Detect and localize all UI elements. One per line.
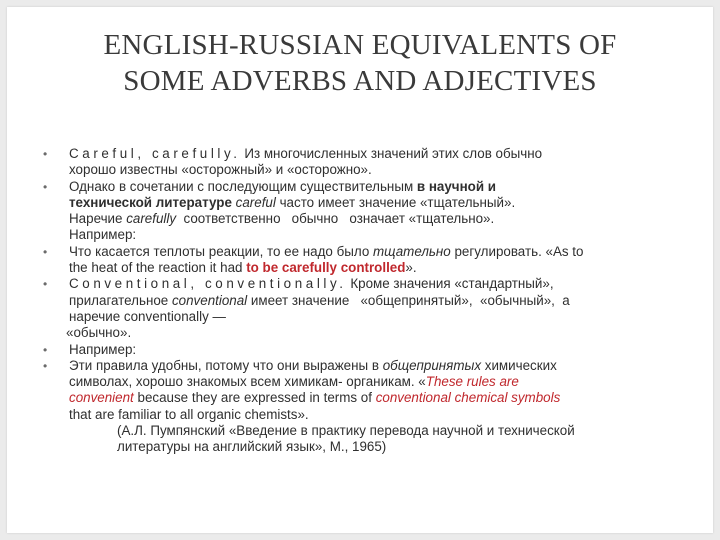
bullet-icon: • xyxy=(43,244,48,259)
list-item: • Что касается теплоты реакции, то ее надо было тщательно регулировать. «As to the heat of the reaction it had to be carefully controlled». xyxy=(43,243,584,276)
slide-title xyxy=(7,27,713,99)
list-item: • Conventional, conventionally. Кроме значения «стандартный», прилагательное conventional имеет значение «общепринятый», «обычный», а наречие conventionally — «обычно». xyxy=(43,276,570,341)
bullet-list xyxy=(43,146,683,456)
title-line-2: SOME ADVERBS AND ADJECTIVES xyxy=(123,65,597,97)
list-item: • Например: xyxy=(43,341,137,357)
slide xyxy=(7,7,713,533)
highlighted-phrase: conventional chemical symbols xyxy=(375,390,561,406)
bullet-icon: • xyxy=(43,147,48,161)
bullet-icon: • xyxy=(43,342,48,357)
list-item: • Однако в сочетании с последующим существительным в научной и технической литературе careful часто имеет значение «тщательный». Наречие carefully соответственно обычно означает «тщательно». Например: xyxy=(43,178,516,243)
highlighted-phrase: convenient xyxy=(69,390,134,406)
bullet-icon: • xyxy=(43,277,48,292)
highlighted-phrase: These rules are xyxy=(425,374,519,390)
list-item: • Эти правила удобны, потому что они выражены в общепринятых химических символах, хорошо знакомых всем химикам- органикам. «These rules are convenient because they are expressed in terms of conventional chemical symbols that are familiar to all organic chemists». (А.Л. Пумпянский «Введение в практику перевода научной и технической литературы на английский язык», М., 1965) xyxy=(43,358,683,456)
term-conventional: Conventional, conventionally. xyxy=(69,276,347,292)
highlighted-phrase: to be carefully controlled xyxy=(246,260,406,276)
title-line-1: ENGLISH-RUSSIAN EQUIVALENTS OF xyxy=(103,29,617,61)
list-item: • Careful, carefully. Из многочисленных значений этих слов обычно хорошо известны «осторожный» и «осторожно». xyxy=(43,146,543,178)
citation: литературы на английский язык», М., 1965) xyxy=(117,439,387,455)
citation: (А.Л. Пумпянский «Введение в практику перевода научной и технической xyxy=(117,423,575,439)
term-careful: Careful, carefully. xyxy=(69,146,241,161)
bullet-icon: • xyxy=(43,358,48,373)
bullet-icon: • xyxy=(43,179,48,194)
